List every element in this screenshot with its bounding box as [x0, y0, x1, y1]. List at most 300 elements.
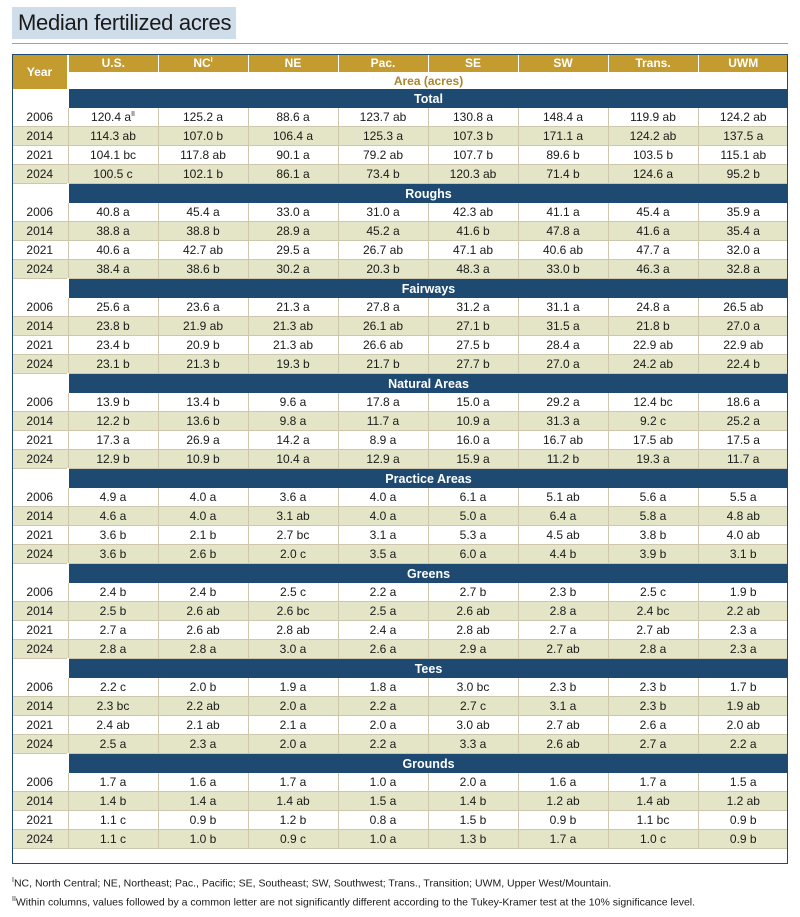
- year-cell: 2021: [12, 336, 68, 355]
- value-cell: 21.3 ab: [248, 317, 338, 336]
- value-cell: 2.7 a: [68, 621, 158, 640]
- value-cell: 26.5 ab: [698, 298, 788, 317]
- value-cell: 23.1 b: [68, 355, 158, 374]
- value-cell: 10.9 b: [158, 450, 248, 469]
- table-row: [12, 336, 788, 355]
- value-cell: 2.3 a: [698, 640, 788, 659]
- value-cell: 48.3 a: [428, 260, 518, 279]
- value-cell: 9.2 c: [608, 412, 698, 431]
- value-cell: 19.3 b: [248, 355, 338, 374]
- year-cell: 2006: [12, 773, 68, 792]
- value-cell: 41.1 a: [518, 203, 608, 222]
- year-cell: 2021: [12, 621, 68, 640]
- footnote-significance: $^{II}$Within columns, values followed by a common letter are not significantly different according to the Tukey-Kramer test at the 10% significance level.: [12, 895, 696, 908]
- value-cell: 12.2 b: [68, 412, 158, 431]
- value-cell: 3.9 b: [608, 545, 698, 564]
- section-spacer: [12, 564, 68, 584]
- value-cell: 2.4 b: [158, 583, 248, 602]
- value-cell: 10.4 a: [248, 450, 338, 469]
- table-row: [12, 222, 788, 241]
- value-cell: 41.6 b: [428, 222, 518, 241]
- table-row: [12, 355, 788, 374]
- value-cell: 2.0 c: [248, 545, 338, 564]
- value-cell: 13.4 b: [158, 393, 248, 412]
- value-cell: 4.9 a: [68, 488, 158, 507]
- value-cell: 3.1 a: [338, 526, 428, 545]
- value-cell: 2.6 bc: [248, 602, 338, 621]
- value-cell: 4.0 a: [338, 488, 428, 507]
- table-row: [12, 811, 788, 830]
- value-cell: 137.5 a: [698, 127, 788, 146]
- value-cell: 27.0 a: [518, 355, 608, 374]
- value-cell: 2.8 ab: [248, 621, 338, 640]
- value-cell: 27.1 b: [428, 317, 518, 336]
- table-row: [12, 735, 788, 754]
- value-cell: 3.0 bc: [428, 678, 518, 697]
- value-cell: 5.0 a: [428, 507, 518, 526]
- value-cell: 45.4 a: [158, 203, 248, 222]
- value-cell: 2.4 ab: [68, 716, 158, 735]
- value-cell: 1.5 a: [338, 792, 428, 811]
- value-cell: 26.6 ab: [338, 336, 428, 355]
- table-row: [12, 317, 788, 336]
- value-cell: 40.8 a: [68, 203, 158, 222]
- value-cell: 1.4 b: [68, 792, 158, 811]
- value-cell: 2.1 a: [248, 716, 338, 735]
- table-row: [12, 260, 788, 279]
- value-cell: 2.8 a: [68, 640, 158, 659]
- year-cell: 2014: [12, 412, 68, 431]
- value-cell: 3.1 ab: [248, 507, 338, 526]
- table-row: [12, 773, 788, 792]
- value-cell: 106.4 a: [248, 127, 338, 146]
- value-cell: 115.1 ab: [698, 146, 788, 165]
- value-cell: 2.2 a: [338, 735, 428, 754]
- year-cell: 2006: [12, 488, 68, 507]
- value-cell: 1.0 a: [338, 773, 428, 792]
- title-area: [0, 0, 800, 44]
- value-cell: 22.9 ab: [608, 336, 698, 355]
- table-row: [12, 583, 788, 602]
- value-cell: 17.8 a: [338, 393, 428, 412]
- table-row: [12, 697, 788, 716]
- value-cell: 13.6 b: [158, 412, 248, 431]
- value-cell: 2.6 a: [608, 716, 698, 735]
- value-cell: 15.9 a: [428, 450, 518, 469]
- value-cell: 2.8 a: [518, 602, 608, 621]
- value-cell: 46.3 a: [608, 260, 698, 279]
- value-cell: 28.4 a: [518, 336, 608, 355]
- value-cell: 31.3 a: [518, 412, 608, 431]
- value-cell: 2.7 c: [428, 697, 518, 716]
- year-cell: 2006: [12, 583, 68, 602]
- table-row: [12, 165, 788, 184]
- value-cell: 16.0 a: [428, 431, 518, 450]
- value-cell: 1.2 ab: [518, 792, 608, 811]
- value-cell: 79.2 ab: [338, 146, 428, 165]
- value-cell: 33.0 b: [518, 260, 608, 279]
- value-cell: 8.9 a: [338, 431, 428, 450]
- value-cell: 2.8 ab: [428, 621, 518, 640]
- value-cell: 22.9 ab: [698, 336, 788, 355]
- value-cell: 4.0 a: [158, 488, 248, 507]
- value-cell: 3.6 b: [68, 545, 158, 564]
- value-cell: 1.7 a: [248, 773, 338, 792]
- value-cell: 3.5 a: [338, 545, 428, 564]
- year-cell: 2024: [12, 260, 68, 279]
- year-cell: 2006: [12, 678, 68, 697]
- value-cell: 5.8 a: [608, 507, 698, 526]
- value-cell: 42.7 ab: [158, 241, 248, 260]
- value-cell: 35.4 a: [698, 222, 788, 241]
- table-row: [12, 678, 788, 697]
- section-header: Natural Areas: [68, 374, 788, 394]
- value-cell: 2.4 bc: [608, 602, 698, 621]
- footnote-regions: $^I$NC, North Central; NE, Northeast; Pac., Pacific; SE, Southeast; SW, Southwest; Trans., Transition; UWM, Upper West/Mountain.: [12, 877, 612, 890]
- value-cell: 1.9 b: [698, 583, 788, 602]
- year-cell: 2021: [12, 716, 68, 735]
- table-row: [12, 507, 788, 526]
- value-cell: 33.0 a: [248, 203, 338, 222]
- value-cell: 148.4 a: [518, 108, 608, 127]
- value-cell: 107.3 b: [428, 127, 518, 146]
- table-row: [12, 545, 788, 564]
- column-header: U.S.: [68, 54, 158, 72]
- value-cell: 1.4 b: [428, 792, 518, 811]
- value-cell: 1.6 a: [158, 773, 248, 792]
- year-cell: 2024: [12, 355, 68, 374]
- value-cell: 4.0 a: [338, 507, 428, 526]
- value-cell: 2.2 ab: [158, 697, 248, 716]
- year-cell: 2024: [12, 545, 68, 564]
- value-cell: 2.5 c: [248, 583, 338, 602]
- section-spacer: [12, 184, 68, 204]
- value-cell: 21.9 ab: [158, 317, 248, 336]
- value-cell: 0.8 a: [338, 811, 428, 830]
- value-cell: 1.7 a: [518, 830, 608, 849]
- value-cell: 5.6 a: [608, 488, 698, 507]
- table-row: [12, 830, 788, 849]
- value-cell: 9.8 a: [248, 412, 338, 431]
- value-cell: 26.1 ab: [338, 317, 428, 336]
- value-cell: 2.9 a: [428, 640, 518, 659]
- value-cell: 6.0 a: [428, 545, 518, 564]
- value-cell: 31.1 a: [518, 298, 608, 317]
- value-cell: 4.6 a: [68, 507, 158, 526]
- value-cell: 120.3 ab: [428, 165, 518, 184]
- table-row: [12, 393, 788, 412]
- value-cell: 11.7 a: [338, 412, 428, 431]
- value-cell: 124.2 ab: [698, 108, 788, 127]
- value-cell: 1.5 a: [698, 773, 788, 792]
- value-cell: 102.1 b: [158, 165, 248, 184]
- value-cell: 1.1 c: [68, 830, 158, 849]
- value-cell: 1.4 ab: [608, 792, 698, 811]
- table-row: [12, 108, 788, 127]
- value-cell: 3.0 ab: [428, 716, 518, 735]
- value-cell: 0.9 b: [518, 811, 608, 830]
- value-cell: 1.6 a: [518, 773, 608, 792]
- table-row: [12, 298, 788, 317]
- value-cell: 31.0 a: [338, 203, 428, 222]
- value-cell: 73.4 b: [338, 165, 428, 184]
- value-cell: 45.2 a: [338, 222, 428, 241]
- value-cell: 42.3 ab: [428, 203, 518, 222]
- value-cell: 31.2 a: [428, 298, 518, 317]
- value-cell: 13.9 b: [68, 393, 158, 412]
- value-cell: 5.3 a: [428, 526, 518, 545]
- value-cell: 4.8 ab: [698, 507, 788, 526]
- value-cell: 5.5 a: [698, 488, 788, 507]
- section-header: Grounds: [68, 754, 788, 774]
- section-spacer: [12, 659, 68, 679]
- value-cell: 27.0 a: [698, 317, 788, 336]
- value-cell: 3.6 b: [68, 526, 158, 545]
- value-cell: 0.9 b: [158, 811, 248, 830]
- table-row: [12, 203, 788, 222]
- value-cell: 23.6 a: [158, 298, 248, 317]
- area-units-label: Area (acres): [68, 72, 788, 89]
- value-cell: 2.2 c: [68, 678, 158, 697]
- value-cell: 12.4 bc: [608, 393, 698, 412]
- value-cell: 2.0 ab: [698, 716, 788, 735]
- value-cell: 1.1 bc: [608, 811, 698, 830]
- value-cell: 2.6 a: [338, 640, 428, 659]
- value-cell: 2.3 a: [158, 735, 248, 754]
- value-cell: 2.3 b: [518, 678, 608, 697]
- value-cell: 107.0 b: [158, 127, 248, 146]
- table-row: [12, 602, 788, 621]
- value-cell: 17.3 a: [68, 431, 158, 450]
- value-cell: 3.3 a: [428, 735, 518, 754]
- value-cell: 32.0 a: [698, 241, 788, 260]
- section-spacer: [12, 754, 68, 774]
- value-cell: 1.4 a: [158, 792, 248, 811]
- value-cell: 25.2 a: [698, 412, 788, 431]
- value-cell: 2.8 a: [608, 640, 698, 659]
- value-cell: 2.7 ab: [518, 716, 608, 735]
- value-cell: 18.6 a: [698, 393, 788, 412]
- value-cell: 2.7 a: [608, 735, 698, 754]
- value-cell: 17.5 ab: [608, 431, 698, 450]
- value-cell: 2.4 b: [68, 583, 158, 602]
- value-cell: 14.2 a: [248, 431, 338, 450]
- value-cell: 20.9 b: [158, 336, 248, 355]
- value-cell: 24.8 a: [608, 298, 698, 317]
- value-cell: 0.9 c: [248, 830, 338, 849]
- year-cell: 2021: [12, 146, 68, 165]
- value-cell: 21.8 b: [608, 317, 698, 336]
- value-cell: 3.1 a: [518, 697, 608, 716]
- value-cell: 3.1 b: [698, 545, 788, 564]
- year-cell: 2014: [12, 222, 68, 241]
- value-cell: 2.0 b: [158, 678, 248, 697]
- column-header: $NC^I$: [158, 54, 248, 72]
- value-cell: 119.9 ab: [608, 108, 698, 127]
- table-row: [12, 127, 788, 146]
- value-cell: 3.6 a: [248, 488, 338, 507]
- value-cell: 20.3 b: [338, 260, 428, 279]
- value-cell: 15.0 a: [428, 393, 518, 412]
- value-cell: 1.7 a: [608, 773, 698, 792]
- year-cell: 2014: [12, 602, 68, 621]
- value-cell: 3.0 a: [248, 640, 338, 659]
- column-header: NE: [248, 54, 338, 72]
- value-cell: 2.5 b: [68, 602, 158, 621]
- value-cell: 5.1 ab: [518, 488, 608, 507]
- value-cell: 124.6 a: [608, 165, 698, 184]
- value-cell: 114.3 ab: [68, 127, 158, 146]
- value-cell: 22.4 b: [698, 355, 788, 374]
- column-header: Pac.: [338, 54, 428, 72]
- value-cell: 4.0 a: [158, 507, 248, 526]
- value-cell: 95.2 b: [698, 165, 788, 184]
- value-cell: 2.2 a: [338, 583, 428, 602]
- table-row: [12, 412, 788, 431]
- value-cell: 2.6 ab: [428, 602, 518, 621]
- page-title: Median fertilized acres: [18, 10, 232, 35]
- value-cell: 2.0 a: [428, 773, 518, 792]
- value-cell: 27.5 b: [428, 336, 518, 355]
- value-cell: 1.2 ab: [698, 792, 788, 811]
- value-cell: 104.1 bc: [68, 146, 158, 165]
- year-cell: 2024: [12, 165, 68, 184]
- value-cell: 47.7 a: [608, 241, 698, 260]
- value-cell: 2.7 ab: [518, 640, 608, 659]
- value-cell: 29.2 a: [518, 393, 608, 412]
- value-cell: 2.0 a: [248, 735, 338, 754]
- value-cell: 45.4 a: [608, 203, 698, 222]
- value-cell: 26.7 ab: [338, 241, 428, 260]
- value-cell: 88.6 a: [248, 108, 338, 127]
- value-cell: 2.7 bc: [248, 526, 338, 545]
- year-cell: 2006: [12, 393, 68, 412]
- value-cell: 30.2 a: [248, 260, 338, 279]
- value-cell: 19.3 a: [608, 450, 698, 469]
- value-cell: 6.1 a: [428, 488, 518, 507]
- value-cell: 9.6 a: [248, 393, 338, 412]
- section-header: Total: [68, 89, 788, 108]
- value-cell: 2.7 a: [518, 621, 608, 640]
- value-cell: 107.7 b: [428, 146, 518, 165]
- table-row: [12, 792, 788, 811]
- value-cell: 2.3 b: [608, 697, 698, 716]
- column-header: SW: [518, 54, 608, 72]
- value-cell: 21.3 b: [158, 355, 248, 374]
- value-cell: 12.9 b: [68, 450, 158, 469]
- year-cell: 2014: [12, 507, 68, 526]
- value-cell: 2.5 a: [68, 735, 158, 754]
- value-cell: 100.5 c: [68, 165, 158, 184]
- footnotes: [12, 873, 788, 910]
- value-cell: 4.0 ab: [698, 526, 788, 545]
- year-cell: 2006: [12, 203, 68, 222]
- value-cell: 2.1 b: [158, 526, 248, 545]
- value-cell: 2.6 ab: [158, 602, 248, 621]
- year-cell: 2006: [12, 108, 68, 127]
- value-cell: 1.0 c: [608, 830, 698, 849]
- value-cell: 1.3 b: [428, 830, 518, 849]
- value-cell: 10.9 a: [428, 412, 518, 431]
- value-cell: 40.6 a: [68, 241, 158, 260]
- value-cell: 27.8 a: [338, 298, 428, 317]
- value-cell: 1.0 a: [338, 830, 428, 849]
- table-row: [12, 488, 788, 507]
- year-cell: 2014: [12, 697, 68, 716]
- value-cell: 2.1 ab: [158, 716, 248, 735]
- section-spacer: [12, 374, 68, 394]
- value-cell: 41.6 a: [608, 222, 698, 241]
- year-cell: 2024: [12, 735, 68, 754]
- value-cell: 40.6 ab: [518, 241, 608, 260]
- fertilized-acres-table: [12, 54, 788, 849]
- value-cell: 4.4 b: [518, 545, 608, 564]
- value-cell: 2.4 a: [338, 621, 428, 640]
- value-cell: 1.7 a: [68, 773, 158, 792]
- value-cell: 1.4 ab: [248, 792, 338, 811]
- value-cell: 1.9 a: [248, 678, 338, 697]
- value-cell: 27.7 b: [428, 355, 518, 374]
- value-cell: 29.5 a: [248, 241, 338, 260]
- year-cell: 2024: [12, 450, 68, 469]
- value-cell: 2.3 b: [518, 583, 608, 602]
- value-cell: 1.2 b: [248, 811, 338, 830]
- value-cell: 21.3 ab: [248, 336, 338, 355]
- value-cell: 38.8 b: [158, 222, 248, 241]
- value-cell: 1.7 b: [698, 678, 788, 697]
- value-cell: 16.7 ab: [518, 431, 608, 450]
- column-header: SE: [428, 54, 518, 72]
- table-row: [12, 716, 788, 735]
- value-cell: 0.9 b: [698, 830, 788, 849]
- value-cell: 2.7 ab: [608, 621, 698, 640]
- value-cell: 0.9 b: [698, 811, 788, 830]
- value-cell: 1.8 a: [338, 678, 428, 697]
- table-row: [12, 146, 788, 165]
- value-cell: 89.6 b: [518, 146, 608, 165]
- value-cell: 32.8 a: [698, 260, 788, 279]
- value-cell: 171.1 a: [518, 127, 608, 146]
- value-cell: 2.3 a: [698, 621, 788, 640]
- value-cell: 2.0 a: [248, 697, 338, 716]
- value-cell: 38.6 b: [158, 260, 248, 279]
- value-cell: 1.9 ab: [698, 697, 788, 716]
- value-cell: 71.4 b: [518, 165, 608, 184]
- value-cell: 12.9 a: [338, 450, 428, 469]
- value-cell: 90.1 a: [248, 146, 338, 165]
- year-cell: 2021: [12, 811, 68, 830]
- value-cell: 6.4 a: [518, 507, 608, 526]
- value-cell: 38.4 a: [68, 260, 158, 279]
- value-cell: 21.7 b: [338, 355, 428, 374]
- value-cell: 130.8 a: [428, 108, 518, 127]
- value-cell: 2.2 ab: [698, 602, 788, 621]
- value-cell: 23.4 b: [68, 336, 158, 355]
- value-cell: 31.5 a: [518, 317, 608, 336]
- value-cell: 2.0 a: [338, 716, 428, 735]
- value-cell: 21.3 a: [248, 298, 338, 317]
- value-cell: 117.8 ab: [158, 146, 248, 165]
- section-header: Fairways: [68, 279, 788, 299]
- value-cell: 2.8 a: [158, 640, 248, 659]
- year-cell: 2024: [12, 640, 68, 659]
- section-spacer: [12, 279, 68, 299]
- value-cell: 23.8 b: [68, 317, 158, 336]
- value-cell: 2.6 ab: [158, 621, 248, 640]
- section-spacer: [12, 469, 68, 489]
- year-cell: 2024: [12, 830, 68, 849]
- section-header: Roughs: [68, 184, 788, 204]
